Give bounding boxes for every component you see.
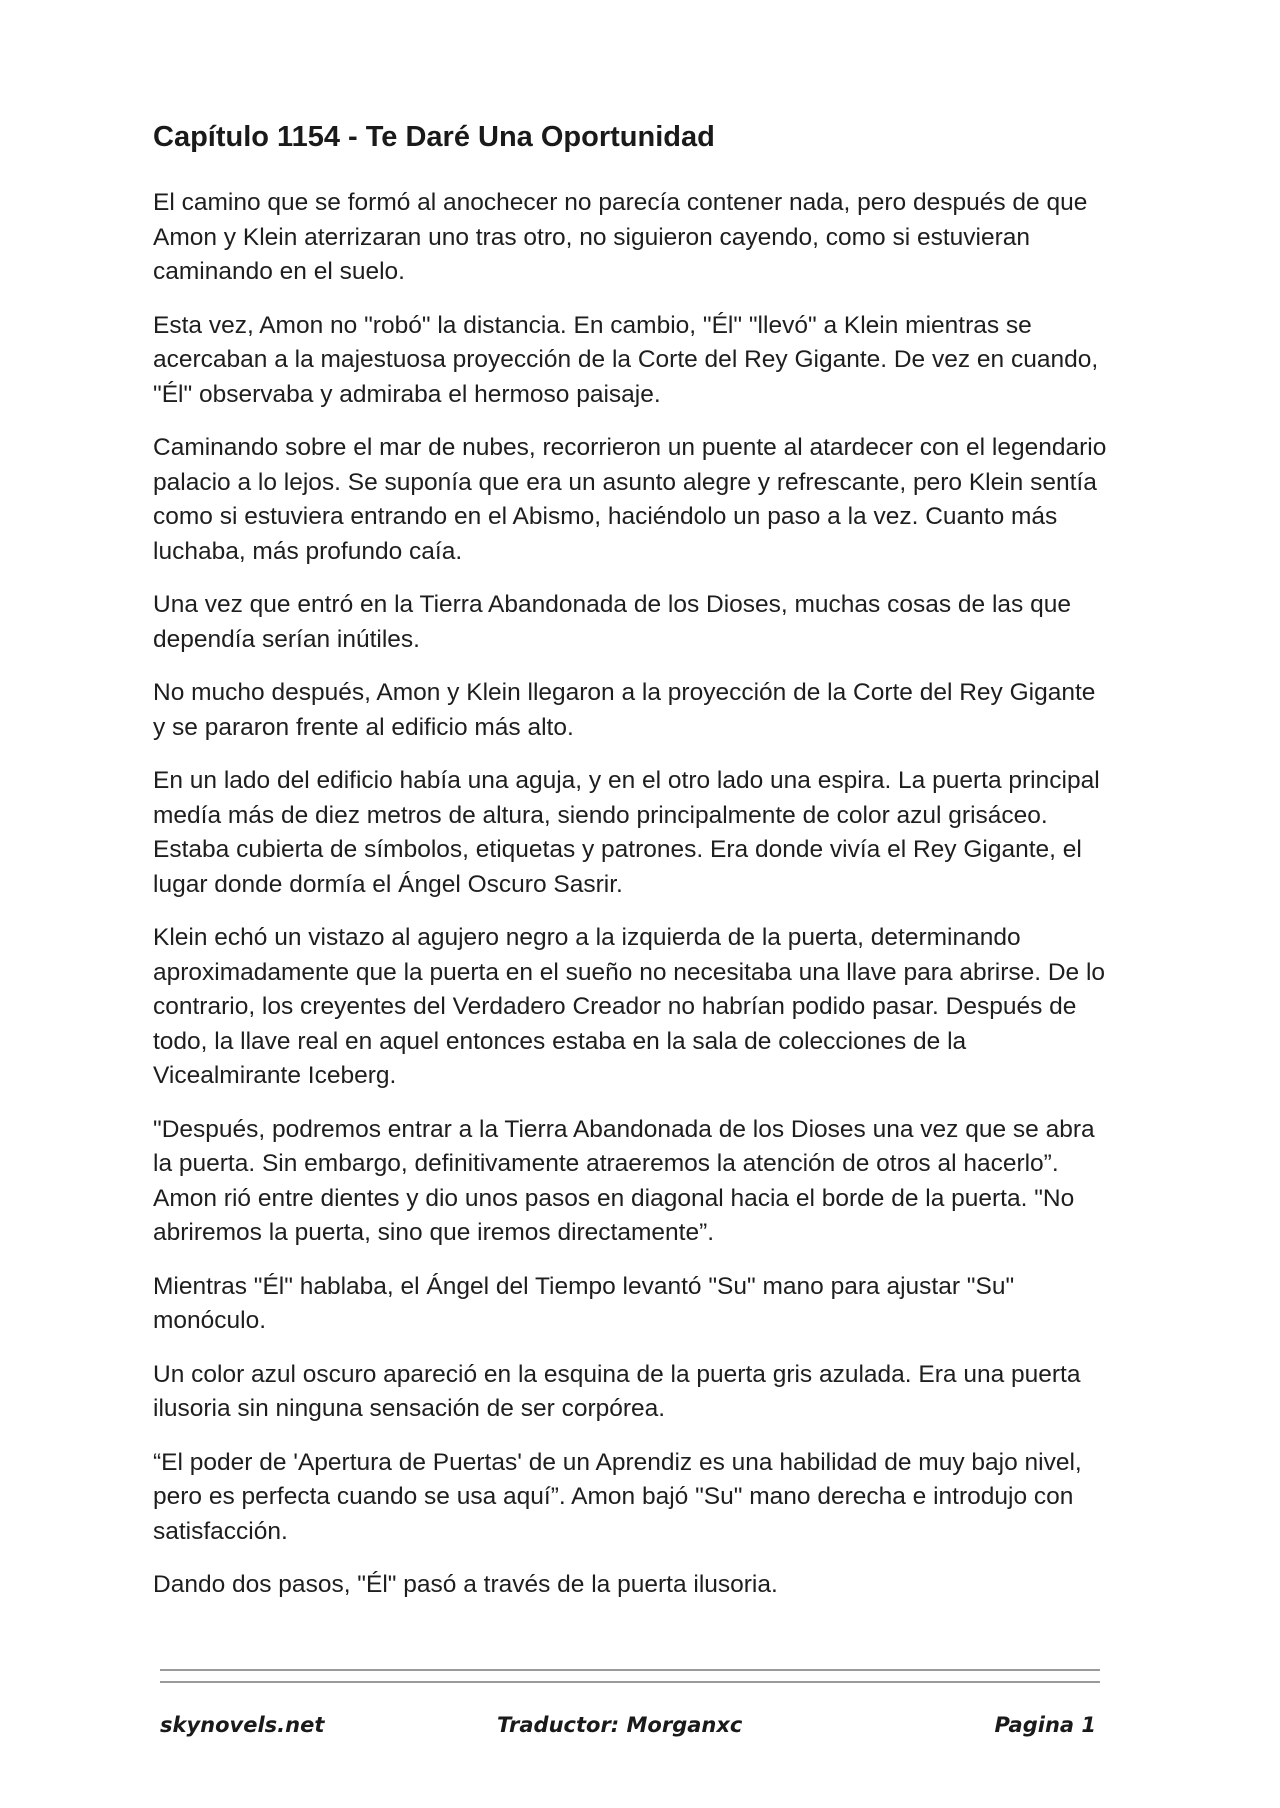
paragraph-1: El camino que se formó al anochecer no parecía contener nada, pero después de que Amon y Klein aterrizaran uno tras otro, no siguieron cayendo, como si estuvieran caminando en el suelo. xyxy=(153,189,1088,285)
paragraph-9: Mientras "Él" hablaba, el Ángel del Tiempo levantó "Su" mano para ajustar "Su" monóculo. xyxy=(153,1272,1015,1334)
paragraph-7: Klein echó un vistazo al agujero negro a la izquierda de la puerta, determinando aproximadamente que la puerta en el sueño no necesitaba una llave para abrirse. De lo contrario, los creyentes del Verdadero Creador no habrían podido pasar. Después de todo, la llave real en aquel entonces estaba en la sala de colecciones de la Vicealmirante Iceberg. xyxy=(153,924,1106,1089)
footer-divider-bottom xyxy=(160,1681,1100,1683)
paragraph-6: En un lado del edificio había una aguja, y en el otro lado una espira. La puerta principal medía más de diez metros de altura, siendo principalmente de color azul grisáceo. Estaba cubierta de símbolos, etiquetas y patrones. Era donde vivía el Rey Gigante, el lugar donde dormía el Ángel Oscuro Sasrir. xyxy=(153,767,1100,898)
footer-divider-top xyxy=(160,1669,1100,1671)
footer-site: skynovels.net xyxy=(160,1713,325,1737)
paragraph-11: “El poder de 'Apertura de Puertas' de un Aprendiz es una habilidad de muy bajo nivel, pero es perfecta cuando se usa aquí”. Amon bajó "Su" mano derecha e introdujo con satisfacción. xyxy=(153,1448,1082,1545)
paragraph-12: Dando dos pasos, "Él" pasó a través de la puerta ilusoria. xyxy=(153,1571,778,1598)
paragraph-5: No mucho después, Amon y Klein llegaron a la proyección de la Corte del Rey Gigante y se pararon frente al edificio más alto. xyxy=(153,679,1096,741)
paragraph-3: Caminando sobre el mar de nubes, recorrieron un puente al atardecer con el legendario palacio a lo lejos. Se suponía que era un asunto alegre y refrescante, pero Klein sentía como si estuviera entrando en el Abismo, haciéndolo un paso a la vez. Cuanto más luchaba, más profundo caía. xyxy=(153,434,1107,565)
paragraph-2: Esta vez, Amon no "robó" la distancia. En cambio, "Él" "llevó" a Klein mientras se acercaban a la majestuosa proyección de la Corte del Rey Gigante. De vez en cuando, "Él" observaba y admiraba el hermoso paisaje. xyxy=(153,311,1099,408)
chapter-title: Capítulo 1154 - Te Daré Una Oportunidad xyxy=(153,121,715,153)
paragraph-10: Un color azul oscuro apareció en la esquina de la puerta gris azulada. Era una puerta ilusoria sin ninguna sensación de ser corpórea. xyxy=(153,1360,1081,1422)
paragraph-8: "Después, podremos entrar a la Tierra Abandonada de los Dioses una vez que se abra la puerta. Sin embargo, definitivamente atraeremos la atención de otros al hacerlo”. Amon rió entre dientes y dio unos pasos en diagonal hacia el borde de la puerta. "No abriremos la puerta, sino que iremos directamente”. xyxy=(153,1115,1095,1246)
chapter-content xyxy=(153,118,1113,1622)
footer-translator: Traductor: Morganxc xyxy=(497,1713,743,1737)
footer-page-number: Pagina 1 xyxy=(994,1713,1096,1737)
paragraph-4: Una vez que entró en la Tierra Abandonada de los Dioses, muchas cosas de las que dependía serían inútiles. xyxy=(153,591,1071,653)
page-footer xyxy=(160,1713,1096,1743)
